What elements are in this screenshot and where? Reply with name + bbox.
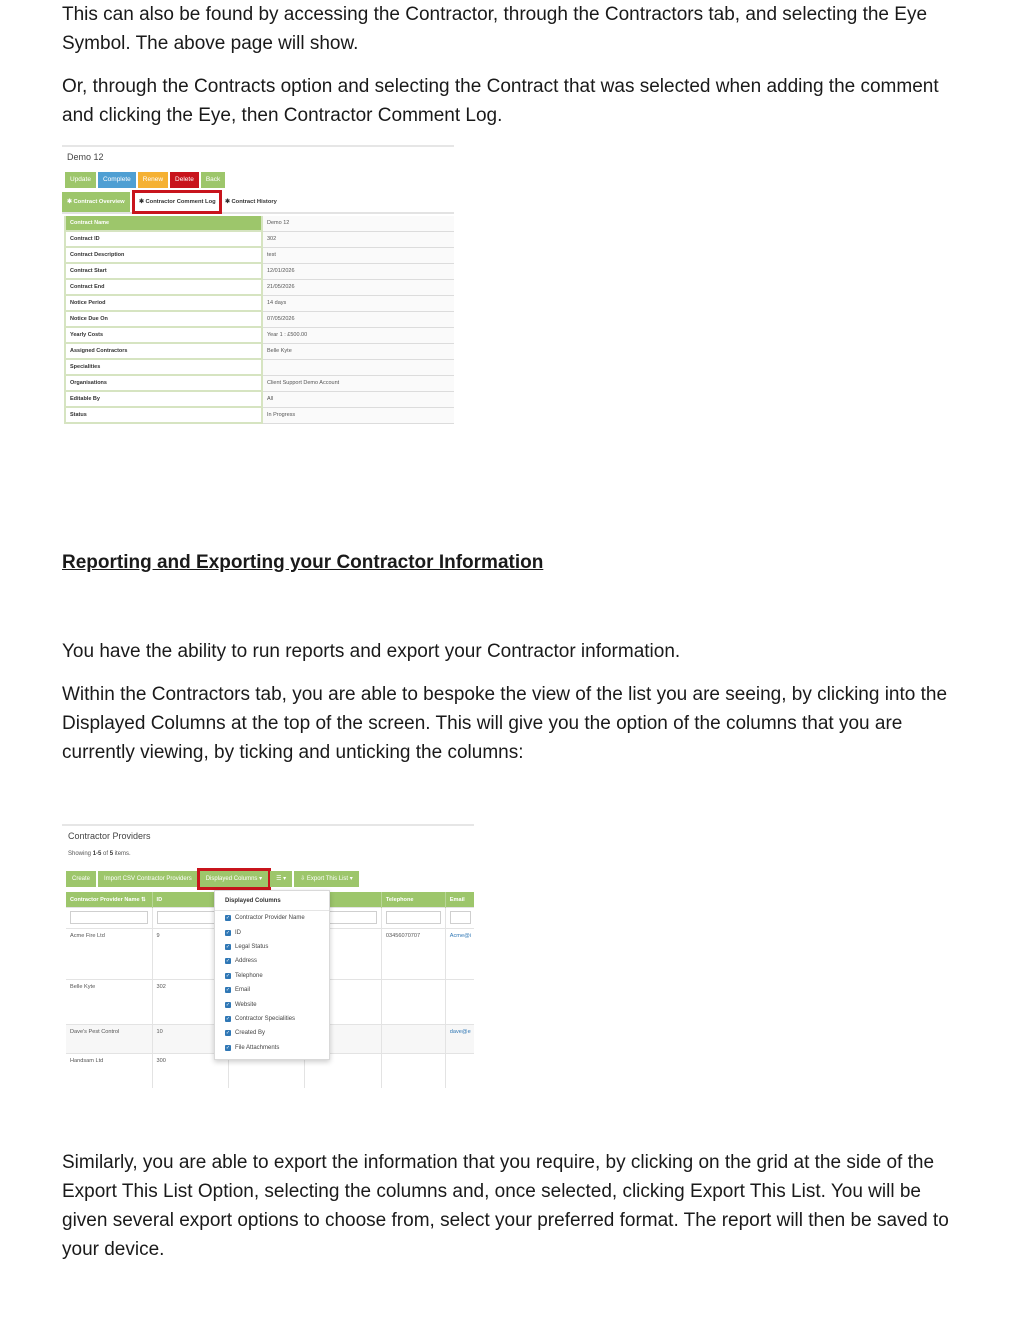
filter-name-input[interactable]: [70, 911, 148, 924]
cell-email[interactable]: dave@e: [445, 1025, 474, 1054]
checkbox-checked-icon[interactable]: ✓: [225, 1015, 231, 1022]
contractor-providers-screenshot: [62, 824, 474, 1088]
paragraph-contracts-option: Or, through the Contracts option and selecting the Contract that was selected when adding the comment and clicking the Eye, then Contractor Comment Log.: [62, 76, 939, 126]
showing-mid: of: [101, 851, 110, 857]
column-option[interactable]: [215, 925, 329, 939]
action-buttons: [65, 172, 225, 188]
displayed-columns-button[interactable]: Displayed Columns ▾: [200, 871, 268, 887]
detail-key: Assigned Contractors: [65, 343, 262, 359]
section-heading: Reporting and Exporting your Contractor Information: [62, 552, 544, 573]
detail-value: [262, 359, 454, 375]
detail-key: Contract Description: [65, 247, 262, 263]
column-option[interactable]: [215, 940, 329, 954]
column-option-label: Email: [235, 987, 251, 994]
cell-name: Dave's Pest Control: [66, 1025, 152, 1054]
dropdown-header: Displayed Columns: [215, 891, 329, 911]
cell-email[interactable]: Acme@i: [445, 929, 474, 980]
showing-suffix: items.: [113, 851, 131, 857]
detail-value: All: [262, 391, 454, 407]
contract-tabs: [62, 192, 454, 214]
cell-telephone: 03456070707: [381, 929, 445, 980]
checkbox-checked-icon[interactable]: ✓: [225, 1044, 231, 1051]
paragraph-displayed-columns: Within the Contractors tab, you are able to bespoke the view of the list you are seeing, by clicking into the Displayed Columns at the top of the screen. This will give you the option of the columns that you are currently viewing, by ticking and unticking the columns:: [62, 684, 948, 763]
cell-id: 9: [152, 929, 228, 980]
filter-cell: [445, 908, 474, 929]
column-option[interactable]: [215, 954, 329, 968]
detail-row: [65, 279, 454, 295]
contract-title: Demo 12: [67, 152, 104, 162]
cell-telephone: [381, 1054, 445, 1089]
column-option[interactable]: [215, 911, 329, 925]
checkbox-checked-icon[interactable]: ✓: [225, 929, 231, 936]
checkbox-checked-icon[interactable]: ✓: [225, 972, 231, 979]
filter-cell: [381, 908, 445, 929]
detail-value: 302: [262, 231, 454, 247]
column-option-label: Legal Status: [235, 943, 269, 950]
showing-total: 5: [109, 851, 114, 857]
checkbox-checked-icon[interactable]: ✓: [225, 1001, 231, 1008]
cell-name: Acme Fire Ltd: [66, 929, 152, 980]
cell-email[interactable]: [445, 1054, 474, 1089]
detail-row: [65, 327, 454, 343]
detail-row: [65, 343, 454, 359]
filter-telephone-input[interactable]: [386, 911, 441, 924]
checkbox-checked-icon[interactable]: ✓: [225, 958, 231, 965]
detail-row: [65, 295, 454, 311]
contract-details-table: [64, 216, 454, 424]
cell-id: 300: [152, 1054, 228, 1089]
column-option-label: Address: [235, 958, 258, 965]
col-header-email[interactable]: Email: [445, 892, 474, 908]
tab-contract-overview[interactable]: ✱ Contract Overview: [62, 192, 130, 212]
col-header-name[interactable]: Contractor Provider Name ⇅: [66, 892, 152, 908]
detail-key: Notice Period: [65, 295, 262, 311]
detail-value: test: [262, 247, 454, 263]
detail-value: Client Support Demo Account: [262, 375, 454, 391]
checkbox-checked-icon[interactable]: ✓: [225, 915, 231, 922]
providers-toolbar: [66, 871, 359, 887]
column-option-label: Contractor Specialities: [235, 1015, 296, 1022]
detail-value: Demo 12: [262, 216, 454, 231]
divider: [62, 824, 474, 826]
grid-menu-button[interactable]: ☰ ▾: [270, 871, 292, 887]
detail-key: Specialities: [65, 359, 262, 375]
detail-value: 21/05/2026: [262, 279, 454, 295]
filter-email-input[interactable]: [450, 911, 471, 924]
detail-key: Contract End: [65, 279, 262, 295]
detail-row: [65, 391, 454, 407]
detail-value: 14 days: [262, 295, 454, 311]
renew-button[interactable]: Renew: [138, 172, 168, 188]
detail-row: [65, 231, 454, 247]
detail-value: Year 1 : £500.00: [262, 327, 454, 343]
column-option-label: Telephone: [235, 972, 263, 979]
detail-key: Contract Name: [65, 216, 262, 231]
detail-key: Editable By: [65, 391, 262, 407]
paragraph-export: Similarly, you are able to export the information that you require, by clicking on the grid at the side of the Export This List Option, selecting the columns and, once selected, clicking Export This List. You will be given several export options to choose from, select your preferred format. The report will then be saved to your device.: [62, 1152, 949, 1260]
export-list-button[interactable]: ⇩ Export This List ▾: [294, 871, 359, 887]
delete-button[interactable]: Delete: [170, 172, 199, 188]
contract-detail-screenshot: [62, 145, 454, 427]
col-header-telephone[interactable]: Telephone: [381, 892, 445, 908]
checkbox-checked-icon[interactable]: ✓: [225, 943, 231, 950]
paragraph-eye-symbol: This can also be found by accessing the Contractor, through the Contractors tab, and selecting the Eye Symbol. The above page will show.: [62, 4, 928, 54]
tab-contract-history[interactable]: ✱ Contract History: [225, 199, 277, 205]
cell-telephone: [381, 980, 445, 1025]
column-option-label: Created By: [235, 1030, 266, 1037]
detail-value: 12/01/2026: [262, 263, 454, 279]
detail-row: [65, 311, 454, 327]
cell-name: Handsam Ltd: [66, 1054, 152, 1089]
cell-name: Belle Kyte: [66, 980, 152, 1025]
detail-key: Notice Due On: [65, 311, 262, 327]
displayed-columns-dropdown: [214, 890, 330, 1060]
cell-email[interactable]: [445, 980, 474, 1025]
detail-value: 07/05/2026: [262, 311, 454, 327]
detail-key: Yearly Costs: [65, 327, 262, 343]
detail-key: Status: [65, 407, 262, 423]
back-button[interactable]: Back: [201, 172, 225, 188]
divider: [62, 145, 454, 147]
detail-key: Organisations: [65, 375, 262, 391]
column-option[interactable]: [215, 983, 329, 997]
cell-telephone: [381, 1025, 445, 1054]
detail-value: Belle Kyte: [262, 343, 454, 359]
detail-row: [65, 359, 454, 375]
detail-row: [65, 263, 454, 279]
update-button[interactable]: Update: [65, 172, 96, 188]
detail-row: [65, 407, 454, 423]
import-csv-button[interactable]: Import CSV Contractor Providers: [98, 871, 198, 887]
column-option[interactable]: [215, 969, 329, 983]
cell-id: 302: [152, 980, 228, 1025]
column-option-label: Website: [235, 1001, 257, 1008]
column-option-label: ID: [235, 929, 241, 936]
showing-range: 1-5: [92, 851, 102, 857]
checkbox-checked-icon[interactable]: ✓: [225, 987, 231, 994]
paragraph-reports: You have the ability to run reports and export your Contractor information.: [62, 641, 681, 662]
providers-title: Contractor Providers: [68, 831, 151, 841]
col-header-id[interactable]: ID: [152, 892, 228, 908]
filter-cell: [66, 908, 152, 929]
column-option[interactable]: [215, 997, 329, 1011]
column-option-label: File Attachments: [235, 1044, 280, 1051]
detail-row: [65, 247, 454, 263]
detail-row: [65, 375, 454, 391]
tab-contractor-comment-log[interactable]: ✱ Contractor Comment Log: [135, 193, 219, 211]
create-button[interactable]: Create: [66, 871, 96, 887]
showing-summary: [68, 851, 131, 857]
column-option-label: Contractor Provider Name: [235, 915, 305, 922]
column-option[interactable]: [215, 1012, 329, 1026]
complete-button[interactable]: Complete: [98, 172, 136, 188]
detail-row: [65, 216, 454, 231]
showing-prefix: Showing: [68, 851, 93, 857]
cell-id: 10: [152, 1025, 228, 1054]
detail-key: Contract Start: [65, 263, 262, 279]
column-option[interactable]: [215, 1026, 329, 1040]
detail-value: In Progress: [262, 407, 454, 423]
column-option[interactable]: [215, 1041, 329, 1055]
detail-key: Contract ID: [65, 231, 262, 247]
checkbox-checked-icon[interactable]: ✓: [225, 1030, 231, 1037]
